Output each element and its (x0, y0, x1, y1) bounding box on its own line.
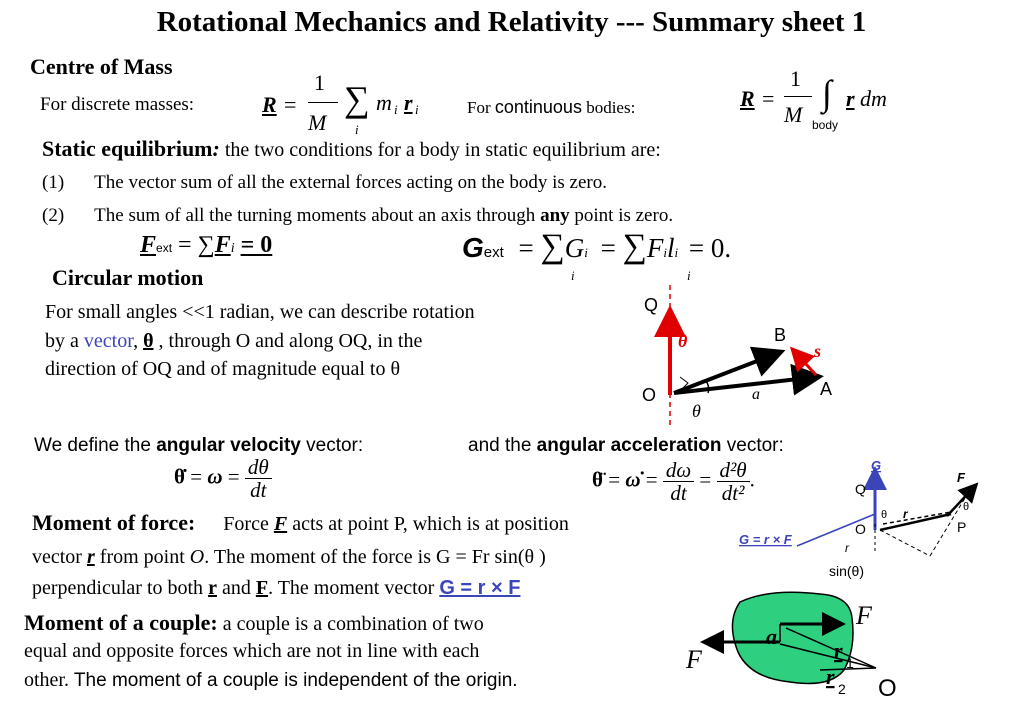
diag-label-theta2: θ (963, 501, 970, 513)
couple-label-f-left: F (686, 645, 702, 674)
angular-velocity-equation: θ̇ = ω = $\frac{d\theta}{dt}$ (174, 456, 272, 501)
diag-label-sin: sin(θ) (829, 563, 865, 579)
couple-label-f-right: F (856, 601, 872, 630)
rotation-diagram (630, 285, 850, 425)
perp-dashed (880, 530, 930, 556)
diag-label-p: P (957, 519, 967, 535)
diag-label-f: F (957, 470, 965, 485)
circular-line-1: For small angles <<1 radian, we can describe rotation (45, 301, 475, 323)
diag-eq-label: G = r × F (739, 532, 792, 547)
circular-line-2: by a vector, θ , through O and along OQ, in the (45, 330, 423, 352)
sum-subscript: i (571, 268, 575, 283)
couple-label-r2-sub: 2 (838, 681, 846, 697)
continuous-label: For continuous bodies: (467, 97, 636, 117)
torque-balance-equation: Gext = ∑Gi = ∑Fili = 0. (462, 228, 732, 265)
angular-acceleration-equation: θ̈ = ω̇ = $\frac{d\omega}{dt}$ = $\frac{\text{d²θ}}{\text{dt²}}$ . (592, 458, 755, 506)
label-theta: θ (692, 401, 701, 421)
label-b: B (774, 325, 787, 345)
f-vector-arrow (947, 486, 975, 516)
label-a: A (820, 379, 833, 399)
angular-velocity-line: We define the angular velocity vector: (34, 435, 364, 456)
condition-1: (1) The vector sum of all the external forces acting on the body is zero. (42, 172, 607, 193)
circular-motion-heading: Circular motion (52, 265, 204, 290)
static-equilibrium-line: Static equilibrium: the two conditions for a body in static equilibrium are: (42, 136, 661, 161)
couple-label-o: O (878, 675, 897, 702)
couple-line-1: Moment of a couple: a couple is a combination of two (24, 610, 484, 635)
couple-label-r1: r (834, 638, 843, 663)
label-theta-red: θ (678, 331, 688, 351)
circular-line-3: direction of OQ and of magnitude equal to θ (45, 358, 401, 380)
couple-line-2: equal and opposite forces which are not in line with each (24, 640, 480, 662)
couple-label-r1-sub: 1 (846, 655, 854, 671)
label-a-italic: a (752, 386, 760, 403)
condition-2: (2) The sum of all the turning moments about an axis through any point is zero. (42, 205, 674, 226)
couple-line-3: other. The moment of a couple is independent of the origin. (24, 669, 518, 691)
label-o: O (642, 385, 657, 405)
arc-s-arrow (794, 351, 816, 375)
diag-label-theta1: θ (881, 509, 888, 521)
couple-label-r2: r (826, 664, 835, 689)
couple-label-a: a (766, 624, 777, 649)
diag-label-r2: r (845, 541, 849, 555)
page-title: Rotational Mechanics and Relativity --- Summary sheet 1 (156, 6, 867, 38)
moment-of-force-line-3: perpendicular to both r and F. The moment vector G = r × F (32, 577, 521, 599)
sum-subscript: i (687, 268, 691, 283)
force-balance-equation: Fext = ∑Fi = 0 (140, 232, 273, 258)
diag-label-r: r (903, 507, 908, 521)
diag-label-g: G (871, 458, 882, 473)
discrete-label: For discrete masses: (40, 94, 195, 115)
centre-of-mass-heading: Centre of Mass (30, 54, 173, 79)
label-s: s (814, 341, 822, 361)
couple-diagram (680, 588, 920, 704)
label-q: Q (644, 295, 659, 315)
diag-label-o: O (855, 521, 866, 537)
angular-acceleration-line: and the angular acceleration vector: (468, 435, 784, 456)
moment-of-force-line-1: Moment of force: Force F acts at point P, which is at position (32, 510, 569, 535)
moment-diagram (725, 458, 1023, 588)
moment-vector-link[interactable]: G = r × F (439, 577, 521, 599)
moment-of-force-line-2: vector r from point O. The moment of the force is G = Fr sin(θ ) (32, 546, 546, 568)
diag-label-q: Q (855, 481, 866, 497)
